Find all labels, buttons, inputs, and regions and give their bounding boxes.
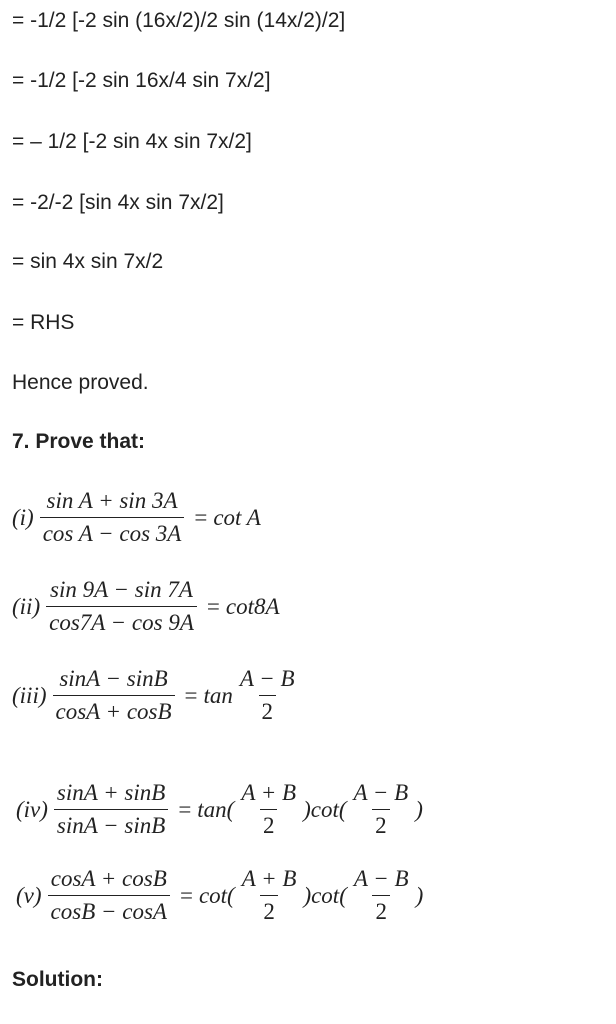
conclusion: Hence proved.	[12, 371, 149, 394]
equals-sign: =	[184, 682, 198, 708]
function-cot: )cot(	[303, 796, 347, 822]
denominator: 2	[260, 809, 278, 839]
close-paren: )	[415, 796, 423, 822]
function-cot: cot(	[198, 882, 235, 908]
denominator: 2	[259, 695, 277, 725]
problem-label: (i)	[12, 504, 34, 530]
problem-label: (iii)	[12, 682, 47, 708]
step-5: = sin 4x sin 7x/2	[12, 250, 164, 273]
denominator: cos A − cos 3A	[40, 517, 185, 547]
problem-iv	[16, 780, 423, 839]
function-tan: tan(	[197, 796, 235, 822]
step-6: = RHS	[12, 311, 75, 334]
function-cot: )cot(	[303, 882, 347, 908]
problem-ii	[12, 577, 280, 636]
question-heading: 7. Prove that:	[12, 430, 146, 453]
numerator: A − B	[353, 866, 409, 891]
step-3: = – 1/2 [-2 sin 4x sin 7x/2]	[12, 130, 252, 153]
problem-v	[16, 866, 423, 925]
rhs-function: tan	[203, 682, 233, 708]
problem-label: (ii)	[12, 593, 41, 619]
problem-i	[12, 488, 261, 547]
fraction-a-minus-b	[351, 780, 412, 839]
fraction-a-plus-b	[239, 866, 300, 925]
denominator: sinA − sinB	[54, 809, 168, 839]
denominator: 2	[372, 895, 390, 925]
numerator: A + B	[241, 866, 297, 891]
denominator: 2	[260, 895, 278, 925]
equals-sign: =	[206, 593, 220, 619]
lhs-fraction	[54, 780, 168, 839]
rhs: cot8A	[225, 593, 280, 619]
denominator: cos7A − cos 9A	[46, 606, 197, 636]
step-1: = -1/2 [-2 sin (16x/2)/2 sin (14x/2)/2]	[12, 9, 346, 32]
step-2: = -1/2 [-2 sin 16x/4 sin 7x/2]	[12, 69, 271, 92]
rhs-fraction	[237, 666, 298, 725]
denominator: 2	[372, 809, 390, 839]
equals-sign: =	[179, 882, 193, 908]
denominator: cosB − cosA	[48, 895, 170, 925]
numerator: sinA + sinB	[56, 780, 166, 805]
problem-iii	[12, 666, 302, 725]
numerator: A − B	[239, 666, 295, 691]
problem-label: (v)	[16, 882, 42, 908]
lhs-fraction	[46, 577, 197, 636]
lhs-fraction	[48, 866, 170, 925]
numerator: sin A + sin 3A	[46, 488, 178, 513]
solution-heading: Solution:	[12, 968, 103, 991]
equals-sign: =	[178, 796, 192, 822]
lhs-fraction	[53, 666, 175, 725]
numerator: sin 9A − sin 7A	[50, 577, 193, 602]
equals-sign: =	[194, 504, 208, 530]
rhs: cot A	[213, 504, 261, 530]
fraction-a-minus-b	[351, 866, 412, 925]
numerator: A − B	[353, 780, 409, 805]
numerator: sinA − sinB	[59, 666, 168, 691]
problem-label: (iv)	[16, 796, 48, 822]
numerator: cosA + cosB	[50, 866, 167, 891]
denominator: cosA + cosB	[53, 695, 175, 725]
fraction-a-plus-b	[238, 780, 299, 839]
step-4: = -2/-2 [sin 4x sin 7x/2]	[12, 191, 224, 214]
close-paren: )	[415, 882, 424, 908]
lhs-fraction	[40, 488, 185, 547]
numerator: A + B	[241, 780, 297, 805]
